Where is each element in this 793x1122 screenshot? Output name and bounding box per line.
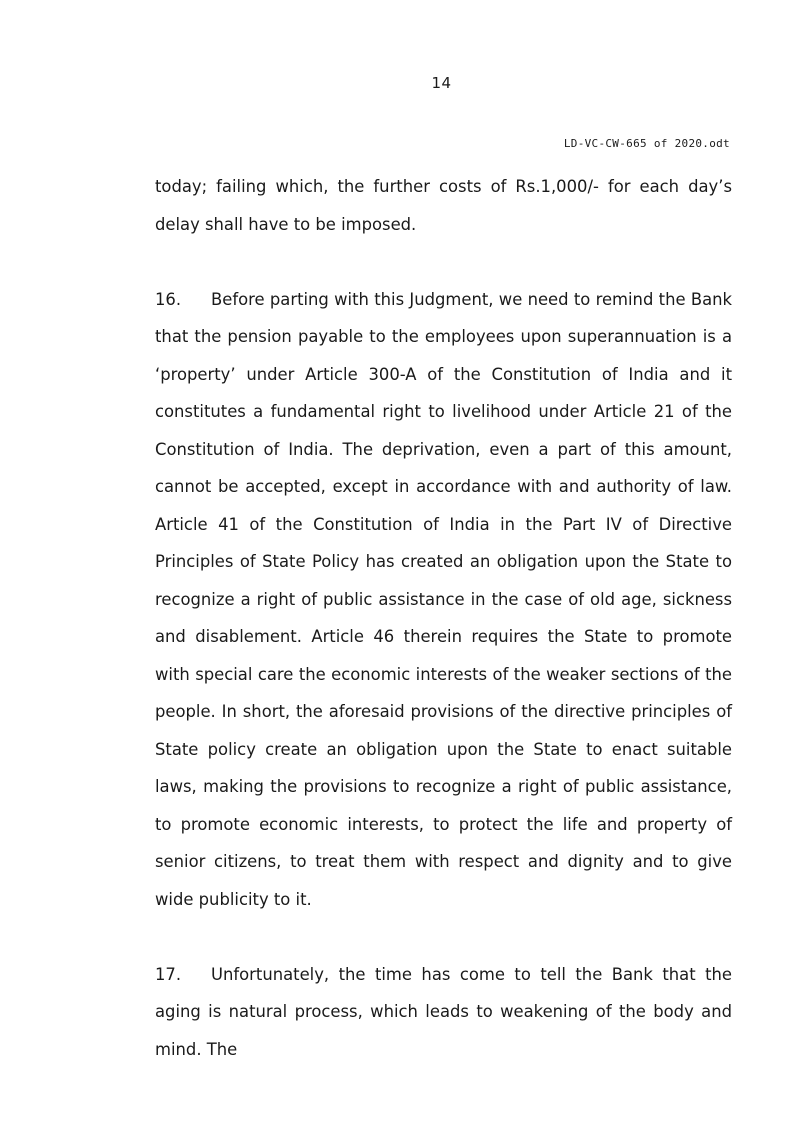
judgment-body [155,168,732,1068]
paragraph-17 [155,956,732,1069]
paragraph-continuation [155,168,732,243]
file-reference: LD-VC-CW-665 of 2020.odt [563,137,730,150]
page-number: 14 [431,74,452,92]
paragraph-16 [155,281,732,919]
paragraph-number: 16. [155,289,182,309]
paragraph-text: today; failing which, the further costs of Rs.1,000/- for each day’s delay shall have to be imposed. [155,177,732,234]
paragraph-text: Unfortunately, the time has come to tell the Bank that the aging is natural process, which leads to weakening of the body and mind. The [155,964,732,1059]
paragraph-number: 17. [155,964,182,984]
paragraph-text: Before parting with this Judgment, we need to remind the Bank that the pension payable to the employees upon superannuation is a ‘property’ under Article 300-A of the Constitution of India and it constitutes a fundamental right to livelihood under Article 21 of the Constitution of India. The deprivation, even a part of this amount, cannot be accepted, except in accordance with and authority of law. Article 41 of the Constitution of India in the Part IV of Directive Principles of State Policy has created an obligation upon the State to recognize a right of public assistance in the case of old age, sickness and disablement. Article 46 therein requires the State to promote with special care the economic interests of the weaker sections of the people. In short, the aforesaid provisions of the directive principles of State policy create an obligation upon the State to enact suitable laws, making the provisions to recognize a right of public assistance, to promote economic interests, to protect the life and property of senior citizens, to treat them with respect and dignity and to give wide publicity to it. [155,289,732,909]
